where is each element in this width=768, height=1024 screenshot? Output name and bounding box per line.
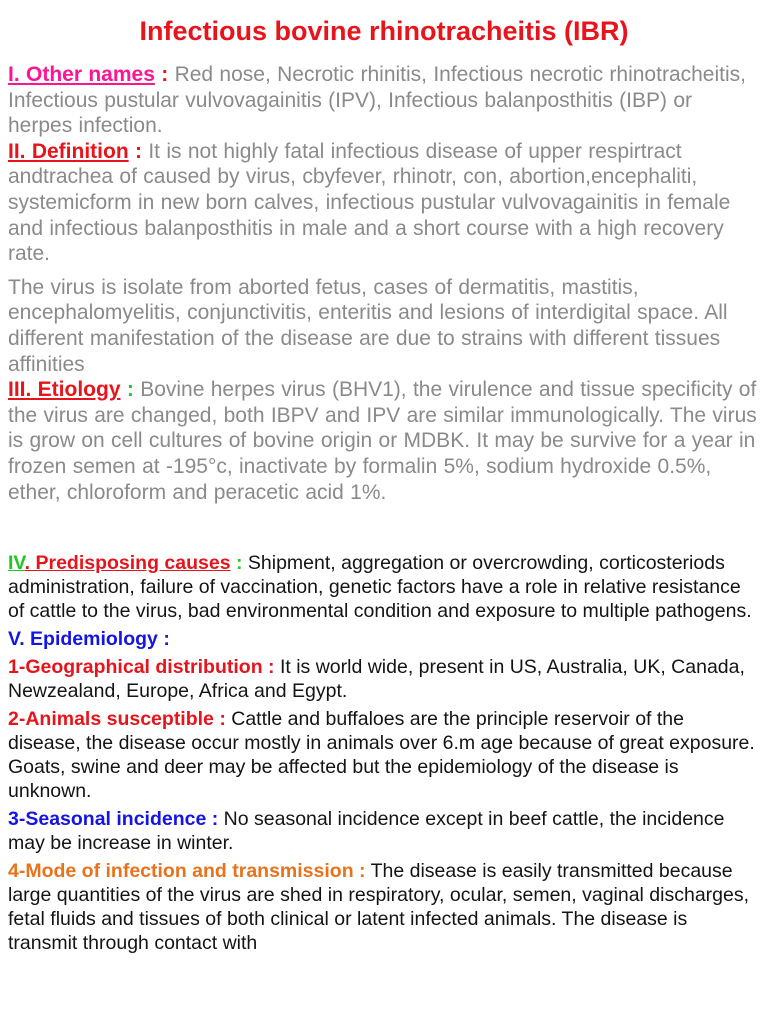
paragraph-predisposing [8, 551, 760, 623]
separator-epidemiology: : [157, 628, 170, 651]
heading-definition: II. Definition [8, 139, 129, 163]
paragraph-other-names [8, 62, 760, 139]
separator-predisposing: : [230, 552, 248, 575]
text-seasonal: No seasonal incidence except in beef cattle, the incidence may be increase in winter. [8, 808, 725, 855]
text-transmission: The disease is easily transmitted because large quantities of the virus are shed in respiratory, ocular, semen, vaginal discharges, fetal fluids and tissues of both clinical or latent infected animals. The disease is transmit through contact with [8, 860, 750, 955]
list-item-geographical [8, 655, 760, 703]
page-title: Infectious bovine rhinotracheitis (IBR) [139, 16, 629, 46]
heading-other-names: I. Other names [8, 63, 155, 86]
paragraph-definition [8, 139, 760, 267]
label-geographical: 1-Geographical distribution : [8, 656, 275, 679]
separator-other-names: : [154, 63, 175, 86]
gray-section [8, 62, 760, 505]
paragraph-definition-2: The virus is isolate from aborted fetus, cases of dermatitis, mastitis, encephalomyelitis, conjunctivitis, enteritis and lesions of interdigital space. All different manifestation of the disease are due to strains with different tissues affinities [8, 275, 728, 376]
black-section [8, 551, 760, 955]
body-etiology: Bovine herpes virus (BHV1), the virulence and tissue specificity of the virus are changed, both IBPV and IPV are similar immunologically. The virus is grow on cell cultures of bovine origin or MDBK. It may be survive for a year in frozen semen at -195°c, inactivate by formalin 5%, sodium hydroxide 0.5%, ether, chloroform and peracetic acid 1%. [8, 378, 757, 504]
list-item-seasonal [8, 807, 760, 855]
heading-predisposing-prefix: IV [8, 552, 25, 575]
label-animals: 2-Animals susceptible : [8, 708, 226, 731]
text-geographical: It is world wide, present in US, Australia, UK, Canada, Newzealand, Europe, Africa and Egypt. [8, 656, 745, 703]
separator-etiology: : [120, 378, 141, 402]
heading-etiology: III. Etiology [8, 378, 121, 402]
heading-predisposing: . Predisposing causes [24, 552, 231, 575]
list-item-transmission [8, 859, 760, 955]
paragraph-epidemiology-heading [8, 627, 760, 651]
label-seasonal: 3-Seasonal incidence : [8, 808, 219, 831]
text-animals: Cattle and buffaloes are the principle reservoir of the disease, the disease occur mostly in animals over 6.m age because of great exposure. Goats, swine and deer may be affected but the epidemiology of the disease is unknown. [8, 708, 755, 803]
body-definition: It is not highly fatal infectious disease of upper respirtract andtrachea of caused by virus, cbyfever, rhinotr, con, abortion,encephaliti, systemicform in new born calves, infectious pustular vulvovagainitis in female and infectious balanposthitis in male and a short course with a high recovery rate. [8, 139, 731, 266]
label-transmission: 4-Mode of infection and transmission : [8, 860, 366, 883]
heading-epidemiology: V. Epidemiology [8, 628, 158, 651]
list-item-animals [8, 707, 760, 803]
body-predisposing: Shipment, aggregation or overcrowding, corticosteriods administration, failure of vaccination, genetic factors have a role in relative resistance of cattle to the virus, bad environmental condition and exposure to multiple pathogens. [8, 552, 752, 623]
body-other-names: Red nose, Necrotic rhinitis, Infectious necrotic rhinotracheitis, Infectious pustular vulvovagainitis (IPV), Infectious balanposthitis (IBP) or herpes infection. [8, 63, 746, 138]
separator-definition: : [128, 139, 149, 163]
paragraph-etiology [8, 377, 760, 505]
